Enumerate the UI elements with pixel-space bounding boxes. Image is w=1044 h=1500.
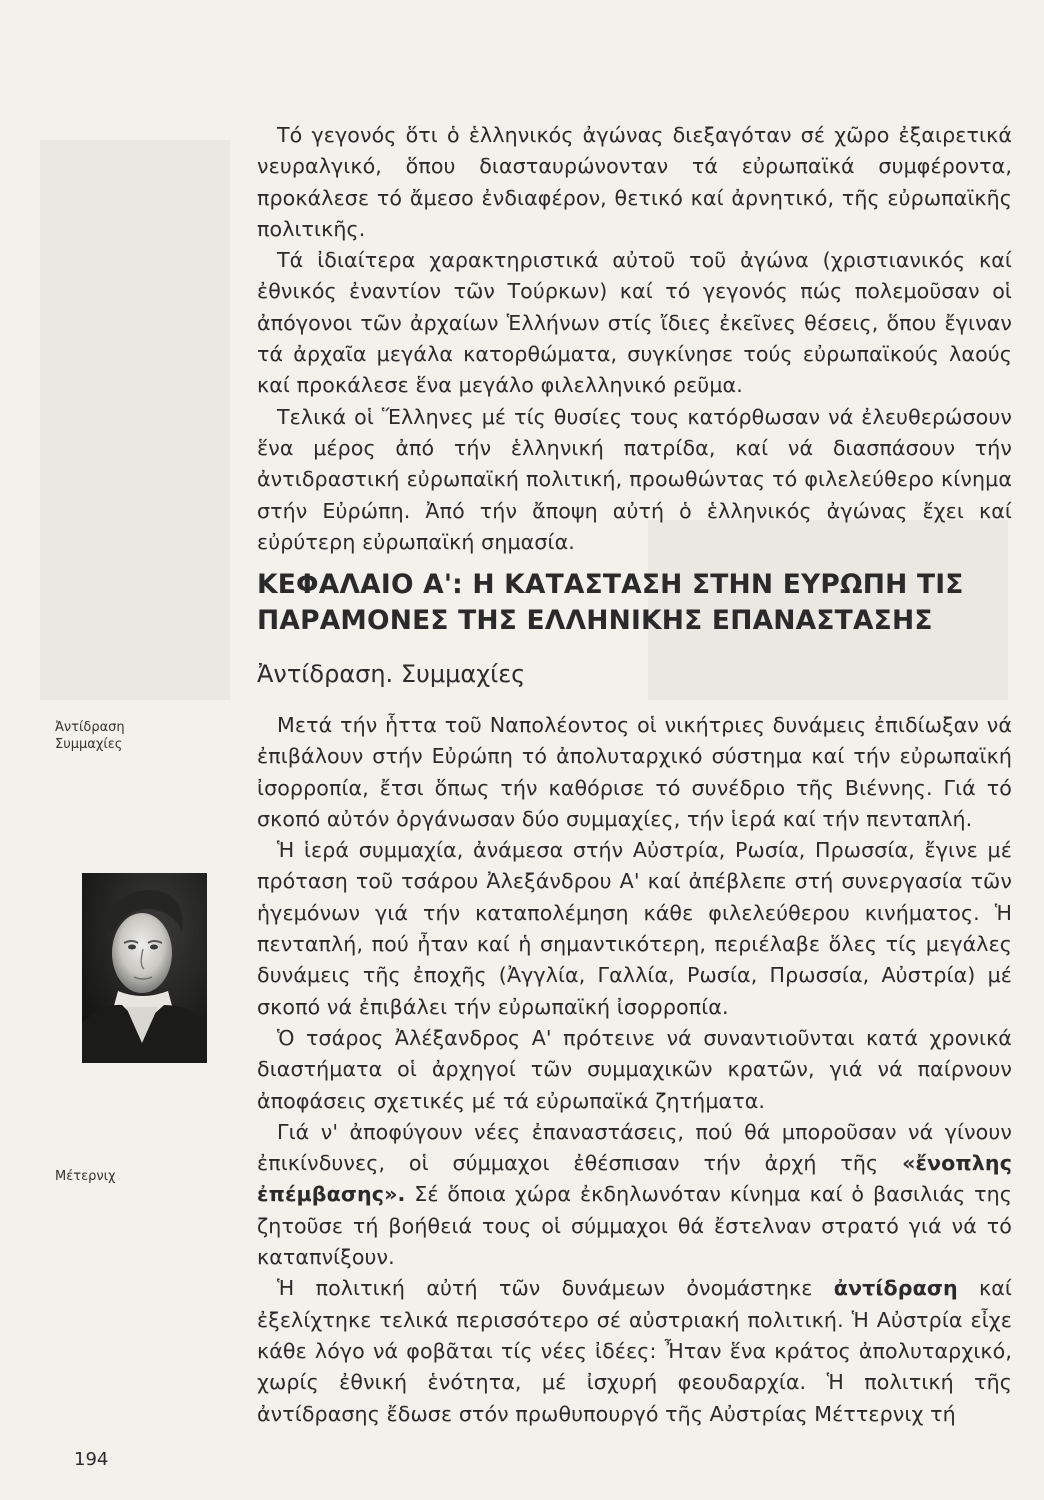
section-subheading: Ἀντίδραση. Συμμαχίες <box>257 660 526 688</box>
chapter-heading <box>257 567 1012 639</box>
margin-note-line: Ἀντίδραση <box>55 720 125 735</box>
body-paragraph: Ὁ τσάρος Ἀλέξανδρος Α' πρότεινε νά συναντιοῦνται κατά χρονικά διαστήματα οἱ ἀρχηγοί τῶν συμμαχικῶν κρατῶν, γιά νά παίρνουν ἀποφάσεις σχετικές μέ τά εὐρωπαϊκά ζητήματα. <box>257 1025 1012 1113</box>
chapter-heading-line: ΠΑΡΑΜΟΝΕΣ ΤΗΣ ΕΛΛΗΝΙΚΗΣ ΕΠΑΝΑΣΤΑΣΗΣ <box>257 605 933 636</box>
intro-paragraph: Τελικά οἱ Ἕλληνες μέ τίς θυσίες τους κατόρθωσαν νά ἐλευθερώσουν ἕνα μέρος ἀπό τήν ἑλληνική πατρίδα, καί νά διασπάσουν τήν ἀντιδραστική εὐρωπαϊκή πολιτική, προωθώντας τό φιλελεύθερο κίνημα στήν Εὐρώπη. Ἀπό τήν ἄποψη αὐτή ὁ ἑλληνικός ἀγώνας ἔχει καί εὐρύτερη εὐρωπαϊκή σημασία. <box>257 404 1012 554</box>
intro-paragraph: Τό γεγονός ὅτι ὁ ἑλληνικός ἀγώνας διεξαγόταν σέ χῶρο ἐξαιρετικά νευραλγικό, ὅπου διασταυρώνονταν τά εὐρωπαϊκά συμφέροντα, προκάλεσε τό ἄμεσο ἐνδιαφέρον, θετικό καί ἀρνητικό, τῆς εὐρωπαϊκῆς πολιτικῆς. <box>257 123 1012 241</box>
body-paragraph: Ἡ ἱερά συμμαχία, ἀνάμεσα στήν Αὐστρία, Ρωσία, Πρωσσία, ἔγινε μέ πρόταση τοῦ τσάρου Ἀλεξάνδρου Α' καί ἀπέβλεπε στή συνεργασία τῶν ἡγεμόνων γιά τήν καταπολέμηση κάθε φιλελεύθερου κινήματος. Ἡ πενταπλή, πού ἦταν καί ἡ σημαντικότερη, περιέλαβε ὅλες τίς μεγάλες δυνάμεις τῆς ἐποχῆς (Ἀγγλία, Γαλλία, Ρωσία, Πρωσσία, Αὐστρία) μέ σκοπό νά ἐπιβάλει τήν εὐρωπαϊκή ἰσορροπία. <box>257 838 1012 1019</box>
margin-note-line: Συμμαχίες <box>55 737 123 752</box>
bleed-through-area <box>40 140 230 700</box>
body-paragraph <box>257 1117 1012 1273</box>
chapter-heading-line: ΚΕΦΑΛΑΙΟ Α': Η ΚΑΤΑΣΤΑΣΗ ΣΤΗΝ ΕΥΡΩΠΗ ΤΙΣ <box>257 569 964 600</box>
bold-term: «ἔνοπλης ἐπέμβασης». <box>257 1151 1012 1207</box>
text-run: Ἡ πολιτική αὐτή τῶν δυνάμεων ὀνομάστηκε <box>277 1276 834 1301</box>
intro-paragraph: Τά ἰδιαίτερα χαρακτηριστικά αὐτοῦ τοῦ ἀγώνα (χριστιανικός καί ἐθνικός ἐναντίον τῶν Τούρκων) καί τό γεγονός πώς πολεμοῦσαν οἱ ἀπόγονοι τῶν ἀρχαίων Ἑλλήνων στίς ἴδιες ἐκεῖνες θέσεις, ὅπου ἔγιναν τά ἀρχαῖα μεγάλα κατορθώματα, συγκίνησε τούς εὐρωπαϊκούς λαούς καί προκάλεσε ἕνα μεγάλο φιλελληνικό ρεῦμα. <box>257 248 1012 398</box>
text-run: καί ἐξελίχτηκε τελικά περισσότερο σέ αὐστριακή πολιτική. Ἡ Αὐστρία εἶχε κάθε λόγο νά φοβᾶται τίς νέες ἰδέες: Ἦταν ἕνα κράτος ἀπολυταρχικό, χωρίς ἐθνική ἑνότητα, μέ ἰσχυρή φεουδαρχία. Ἡ πολιτική τῆς ἀντίδρασης ἔδωσε στόν πρωθυπουργό τῆς Αὐστρίας Μέττερνιχ τή <box>257 1276 1012 1426</box>
section-body <box>257 710 1012 1430</box>
text-run: Σέ ὅποια χώρα ἐκδηλωνόταν κίνημα καί ὁ βασιλιάς της ζητοῦσε τή βοήθειά τους οἱ σύμμαχοι θά ἔστελναν στρατό γιά νά τό καταπνίξουν. <box>257 1182 1012 1270</box>
metternich-portrait <box>82 873 207 1063</box>
text-run: Γιά ν' ἀποφύγουν νέες ἐπαναστάσεις, πού θά μποροῦσαν νά γίνουν ἐπικίνδυνες, οἱ σύμμαχοι ἐθέσπισαν τήν ἀρχή τῆς <box>257 1119 1012 1176</box>
portrait-caption: Μέτερνιχ <box>55 1169 116 1184</box>
portrait-image <box>82 873 207 1063</box>
body-paragraph: Μετά τήν ἧττα τοῦ Ναπολέοντος οἱ νικήτριες δυνάμεις ἐπιδίωξαν νά ἐπιβάλουν στήν Εὐρώπη τό ἀπολυταρχικό σύστημα καί τήν εὐρωπαϊκή ἰσορροπία, ἔτσι ὅπως τήν καθόρισε τό συνέδριο τῆς Βιέννης. Γιά τό σκοπό αὐτόν ὀργάνωσαν δύο συμμαχίες, τήν ἱερά καί τήν πενταπλή. <box>257 713 1012 831</box>
bold-term: ἀντίδραση <box>833 1276 958 1301</box>
intro-text <box>257 120 1012 558</box>
page-number: 194 <box>74 1449 109 1470</box>
body-paragraph <box>257 1273 1012 1429</box>
margin-note-reaction <box>55 719 195 753</box>
